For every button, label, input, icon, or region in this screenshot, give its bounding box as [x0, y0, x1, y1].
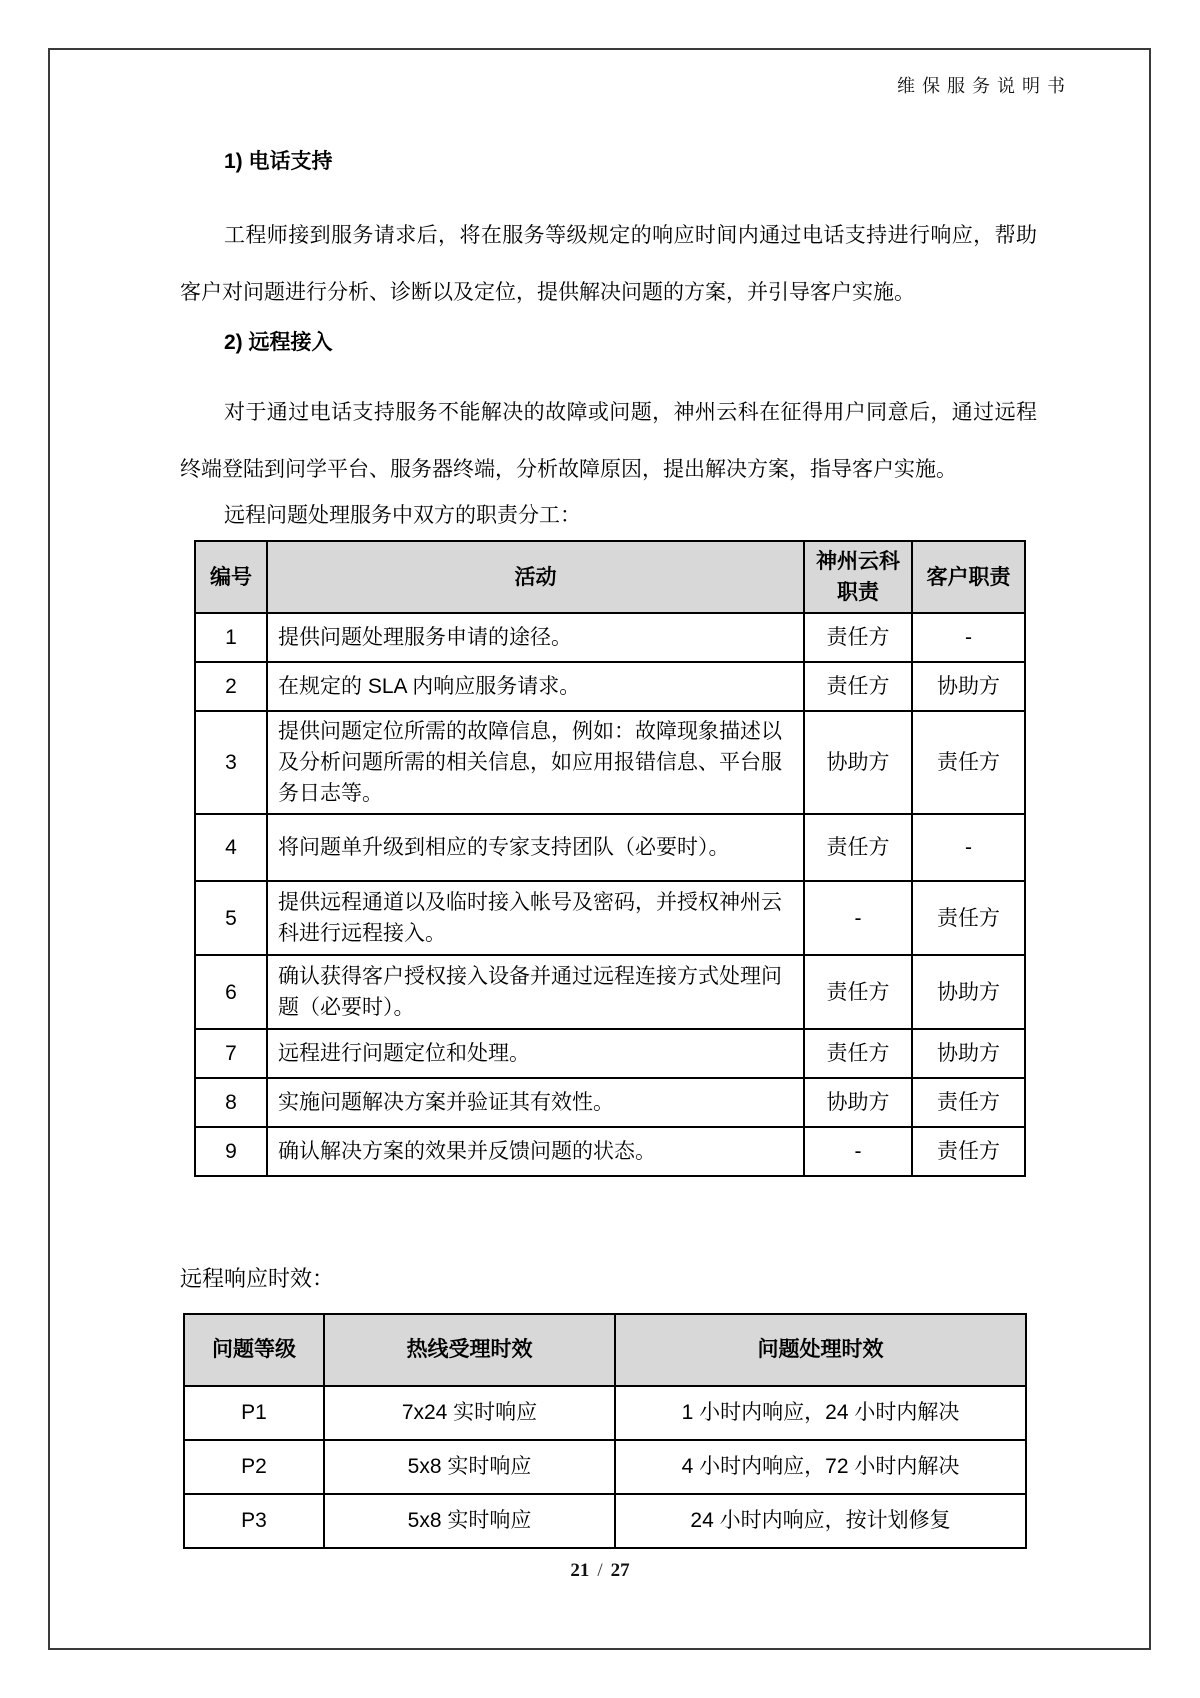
document-content: [180, 0, 1037, 1549]
cell-customer: 责任方: [912, 711, 1025, 814]
current-page-number: 21: [570, 1560, 590, 1581]
table-header-row: [184, 1314, 1026, 1386]
responsibility-table-lead: 远程问题处理服务中双方的职责分工：: [224, 504, 581, 527]
table-row: [195, 814, 1025, 881]
cell-activity: 确认获得客户授权接入设备并通过远程连接方式处理问题（必要时）。: [267, 955, 804, 1029]
cell-activity: 远程进行问题定位和处理。: [267, 1029, 804, 1078]
cell-activity: 确认解决方案的效果并反馈问题的状态。: [267, 1127, 804, 1176]
cell-customer: 协助方: [912, 662, 1025, 711]
page-number-separator: /: [597, 1560, 603, 1581]
cell-no: 8: [195, 1078, 267, 1127]
section-heading-remote-access: 2) 远程接入: [224, 331, 333, 354]
cell-no: 3: [195, 711, 267, 814]
col-header-handling-sla: 问题处理时效: [615, 1314, 1026, 1386]
cell-level: P3: [184, 1494, 324, 1548]
cell-hotline: 7x24 实时响应: [324, 1386, 615, 1440]
col-header-hotline-sla: 热线受理时效: [324, 1314, 615, 1386]
cell-level: P2: [184, 1440, 324, 1494]
cell-vendor: 协助方: [804, 1078, 912, 1127]
cell-no: 2: [195, 662, 267, 711]
cell-activity: 提供问题定位所需的故障信息，例如：故障现象描述以及分析问题所需的相关信息，如应用报错信息、平台服务日志等。: [267, 711, 804, 814]
cell-activity: 实施问题解决方案并验证其有效性。: [267, 1078, 804, 1127]
cell-handling: 1 小时内响应，24 小时内解决: [615, 1386, 1026, 1440]
table-row: [184, 1440, 1026, 1494]
table-row: [195, 613, 1025, 662]
cell-activity: 提供问题处理服务申请的途径。: [267, 613, 804, 662]
table-row: [195, 711, 1025, 814]
table-row: [195, 955, 1025, 1029]
cell-hotline: 5x8 实时响应: [324, 1494, 615, 1548]
responsibility-table: [194, 540, 1026, 1177]
col-header-activity: 活动: [267, 541, 804, 613]
cell-level: P1: [184, 1386, 324, 1440]
cell-customer: 协助方: [912, 955, 1025, 1029]
cell-customer: 责任方: [912, 881, 1025, 955]
cell-activity: 提供远程通道以及临时接入帐号及密码，并授权神州云科进行远程接入。: [267, 881, 804, 955]
cell-vendor: -: [804, 1127, 912, 1176]
cell-customer: -: [912, 814, 1025, 881]
paragraph-remote-access: 对于通过电话支持服务不能解决的故障或问题，神州云科在征得用户同意后，通过远程终端登陆到问学平台、服务器终端，分析故障原因，提出解决方案，指导客户实施。: [180, 401, 1037, 481]
cell-customer: -: [912, 613, 1025, 662]
cell-no: 4: [195, 814, 267, 881]
cell-activity: 将问题单升级到相应的专家支持团队（必要时）。: [267, 814, 804, 881]
cell-no: 5: [195, 881, 267, 955]
table-row: [184, 1494, 1026, 1548]
page-header-title: 维保服务说明书: [897, 76, 1072, 96]
sla-table: [183, 1313, 1027, 1549]
cell-no: 9: [195, 1127, 267, 1176]
cell-vendor: 责任方: [804, 814, 912, 881]
cell-no: 7: [195, 1029, 267, 1078]
table-row: [184, 1386, 1026, 1440]
page-number-footer: [0, 1560, 1200, 1582]
table-row: [195, 881, 1025, 955]
cell-handling: 24 小时内响应，按计划修复: [615, 1494, 1026, 1548]
cell-vendor: -: [804, 881, 912, 955]
cell-customer: 责任方: [912, 1078, 1025, 1127]
table-row: [195, 1078, 1025, 1127]
col-header-customer-duty: 客户职责: [912, 541, 1025, 613]
cell-no: 1: [195, 613, 267, 662]
cell-vendor: 责任方: [804, 662, 912, 711]
col-header-problem-level: 问题等级: [184, 1314, 324, 1386]
cell-vendor: 责任方: [804, 1029, 912, 1078]
cell-hotline: 5x8 实时响应: [324, 1440, 615, 1494]
cell-handling: 4 小时内响应，72 小时内解决: [615, 1440, 1026, 1494]
cell-customer: 协助方: [912, 1029, 1025, 1078]
table-row: [195, 662, 1025, 711]
cell-vendor: 责任方: [804, 955, 912, 1029]
table-row: [195, 1127, 1025, 1176]
sla-section-label: 远程响应时效：: [180, 1266, 335, 1291]
col-header-vendor-duty: 神州云科职责: [804, 541, 912, 613]
section-heading-phone-support: 1) 电话支持: [224, 150, 333, 173]
col-header-no: 编号: [195, 541, 267, 613]
table-row: [195, 1029, 1025, 1078]
cell-vendor: 协助方: [804, 711, 912, 814]
cell-vendor: 责任方: [804, 613, 912, 662]
paragraph-phone-support: 工程师接到服务请求后，将在服务等级规定的响应时间内通过电话支持进行响应，帮助客户对问题进行分析、诊断以及定位，提供解决问题的方案，并引导客户实施。: [180, 224, 1037, 304]
cell-no: 6: [195, 955, 267, 1029]
table-header-row: [195, 541, 1025, 613]
cell-activity: 在规定的 SLA 内响应服务请求。: [267, 662, 804, 711]
total-page-number: 27: [610, 1560, 630, 1581]
cell-customer: 责任方: [912, 1127, 1025, 1176]
